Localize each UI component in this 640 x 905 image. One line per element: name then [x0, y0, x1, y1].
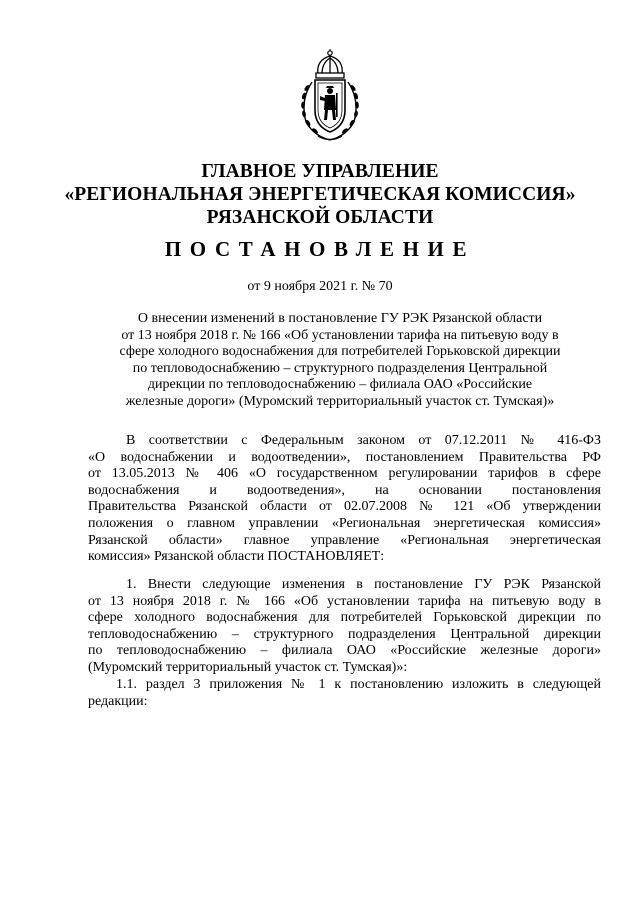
item-1-paragraph [88, 577, 601, 677]
authority-name-line-2: «РЕГИОНАЛЬНАЯ ЭНЕРГЕТИЧЕСКАЯ КОМИССИЯ» [64, 184, 576, 205]
item-1-1-line: редакции: [88, 693, 148, 709]
ryazan-coat-of-arms-emblem [296, 48, 364, 144]
authority-name-line-3: РЯЗАНСКОЙ ОБЛАСТИ [206, 207, 434, 228]
item-1-line: (Муромский территориальный участок ст. Тумская)»: [88, 659, 408, 675]
item-1-line: по тепловодоснабжению – филиала ОАО «Российские железные дороги» [88, 643, 601, 659]
preamble-line: комиссия» Рязанской области ПОСТАНОВЛЯЕТ: [88, 549, 385, 565]
subject-line: сфере холодного водоснабжения для потребителей Горьковской дирекции [119, 344, 561, 360]
item-1-line: сфере холодного водоснабжения для потребителей Горьковской дирекции по [88, 610, 601, 626]
preamble-paragraph [88, 433, 601, 566]
subject-line: по тепловодоснабжению – структурного подразделения Центральной [132, 360, 548, 376]
preamble-line: положения о главном управлении «Региональная энергетическая комиссия» [88, 515, 601, 531]
item-1-1-line: 1.1. раздел 3 приложения № 1 к постановлению изложить в следующей [116, 677, 601, 692]
preamble-line: «О водоснабжении и водоотведении», постановлением Правительства РФ [88, 449, 601, 465]
subject-line: железные дороги» (Муромский территориальный участок ст. Тумская)» [125, 393, 555, 409]
subject-line: от 13 ноября 2018 г. № 166 «Об установлении тарифа на питьевую воду в [121, 327, 559, 343]
item-1-line: тепловодоснабжению – структурного подразделения Центральной дирекции [88, 626, 601, 642]
document-type-title: ПОСТАНОВЛЕНИЕ [164, 237, 476, 261]
authority-name-line-1: ГЛАВНОЕ УПРАВЛЕНИЕ [201, 161, 439, 182]
item-1-1-paragraph [88, 677, 601, 710]
preamble-line: Правительства Рязанской области от 02.07.2008 № 121 «Об утверждении [88, 499, 601, 515]
preamble-line: В соответствии с Федеральным законом от 07.12.2011 № 416-ФЗ [126, 433, 601, 448]
subject-line: дирекции по тепловодоснабжению – филиала ОАО «Российские [147, 377, 533, 393]
preamble-line: от 13.05.2013 № 406 «О государственном регулировании тарифов в сфере [88, 466, 601, 482]
item-1-line: от 13 ноября 2018 г. № 166 «Об установлении тарифа на питьевую воду в [88, 593, 601, 609]
subject-line: О внесении изменений в постановление ГУ РЭК Рязанской области [137, 311, 543, 326]
preamble-line: Рязанской области» главное управление «Региональная энергетическая [88, 532, 601, 548]
item-1-line: 1. Внести следующие изменения в постановление ГУ РЭК Рязанской [126, 577, 601, 592]
document-date-number: от 9 ноября 2021 г. № 70 [247, 279, 393, 294]
preamble-line: водоснабжения и водоотведения», на основании постановления [88, 482, 601, 498]
document-subject [80, 311, 600, 411]
